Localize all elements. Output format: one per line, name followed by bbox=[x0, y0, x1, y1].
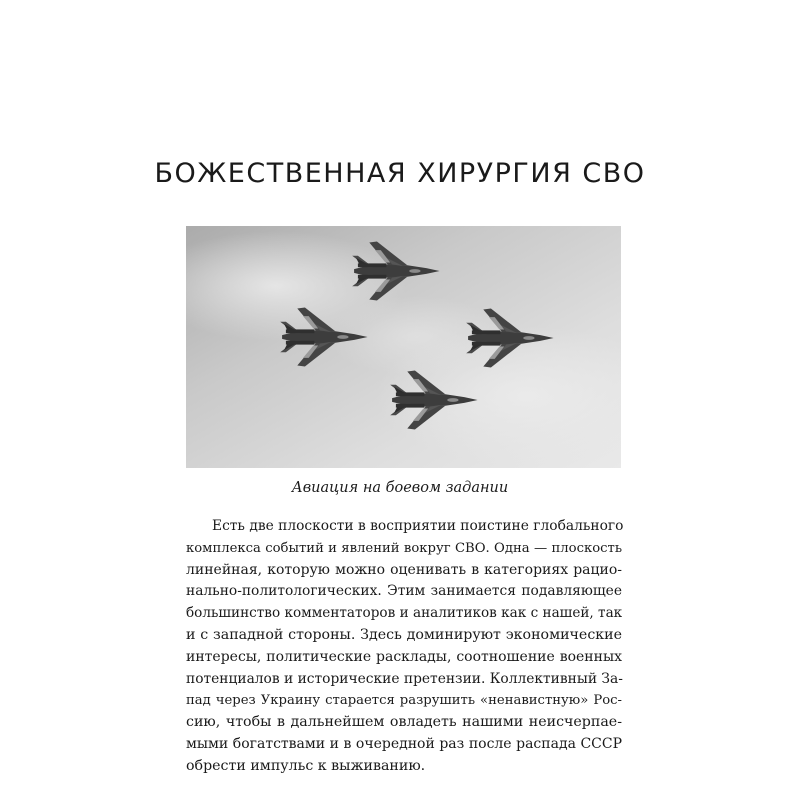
paragraph-line: нально-политологических. Этим занимается подавляющее bbox=[186, 583, 622, 600]
paragraph-line: и с западной стороны. Здесь доминируют экономические bbox=[186, 626, 622, 643]
paragraph-line: сию, чтобы в дальнейшем овладеть нашими неисчерпае- bbox=[186, 714, 622, 731]
aircraft-formation-photo bbox=[186, 226, 621, 468]
body-paragraph bbox=[186, 516, 622, 778]
paragraph-line: интересы, политические расклады, соотношение военных bbox=[186, 648, 622, 665]
paragraph-line: потенциалов и исторические претензии. Коллективный За- bbox=[186, 670, 623, 687]
paragraph-line: пад через Украину старается разрушить «ненавистную» Рос- bbox=[186, 693, 622, 709]
paragraph-line: большинство комментаторов и аналитиков как с нашей, так bbox=[186, 605, 623, 622]
paragraph-line: Есть две плоскости в восприятии поистине глобального bbox=[212, 518, 624, 534]
chapter-title: БОЖЕСТВЕННАЯ ХИРУРГИЯ СВО bbox=[154, 158, 646, 189]
photo-caption: Авиация на боевом задании bbox=[291, 480, 509, 496]
paragraph-line: мыми богатствами и в очередной раз после распада СССР bbox=[186, 735, 622, 752]
paragraph-line: комплекса событий и явлений вокруг СВО. Одна — плоскость bbox=[186, 540, 622, 556]
paragraph-line: обрести импульс к выживанию. bbox=[186, 757, 426, 774]
paragraph-line: линейная, которую можно оценивать в категориях рацио- bbox=[186, 561, 622, 578]
